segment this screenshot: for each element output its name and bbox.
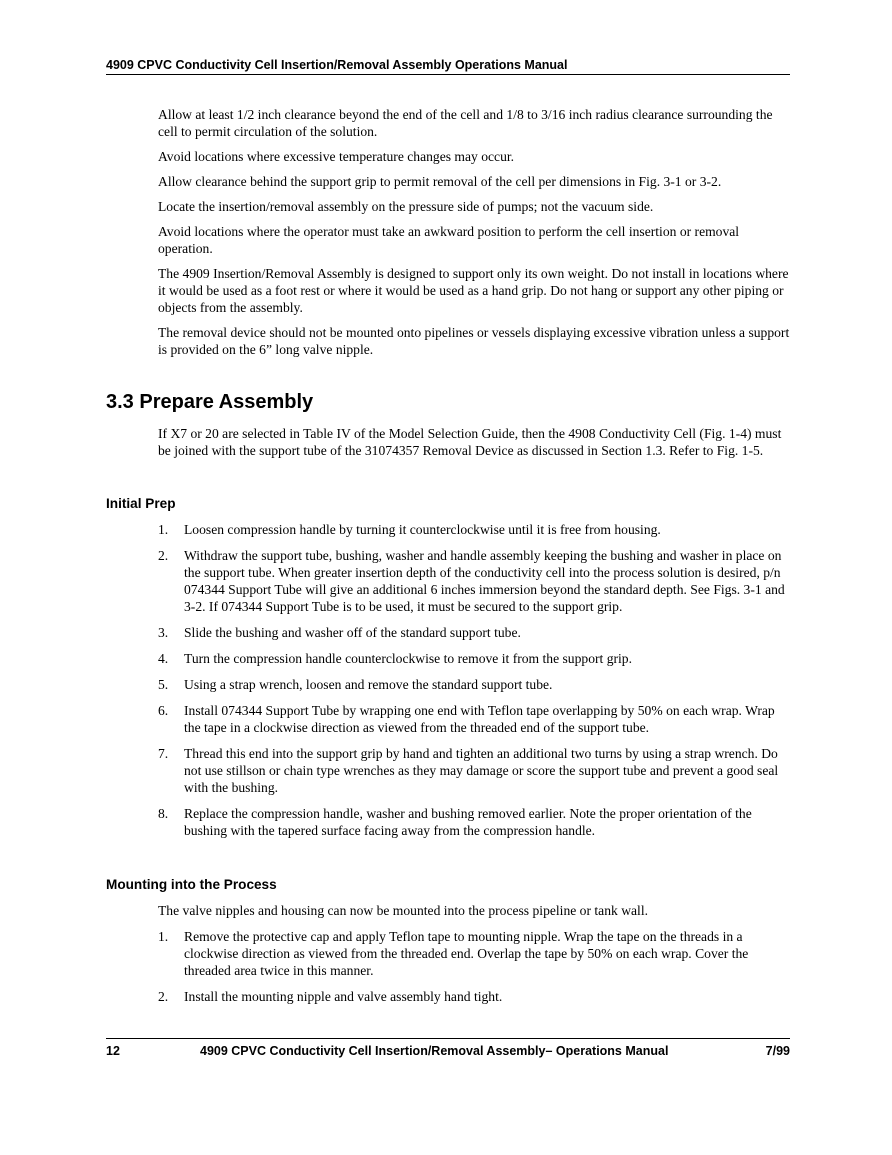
list-item: 3. Slide the bushing and washer off of the standard support tube. (158, 625, 521, 640)
list-item: 5. Using a strap wrench, loosen and remove the standard support tube. (158, 677, 553, 692)
paragraph: The valve nipples and housing can now be mounted into the process pipeline or tank wall. (158, 903, 649, 918)
list-item: 1. Remove the protective cap and apply Teflon tape to mounting nipple. Wrap the tape on the threads in a clockwise direction as viewed from the threaded end. Overlap the tape by 50% on each wrap. Cover the threaded area twice in this manner. (158, 929, 749, 978)
list-item: 8. Replace the compression handle, washer and bushing removed earlier. Note the proper orientation of the bushing with the tapered surface facing away from the compression handle. (158, 806, 752, 838)
page-number: 12 (106, 1044, 120, 1058)
page-footer (106, 1038, 790, 1058)
footer-title: 4909 CPVC Conductivity Cell Insertion/Removal Assembly– Operations Manual (200, 1044, 669, 1058)
initial-prep-heading: Initial Prep (106, 496, 176, 511)
paragraph: Locate the insertion/removal assembly on the pressure side of pumps; not the vacuum side. (158, 199, 654, 214)
paragraph: Allow clearance behind the support grip to permit removal of the cell per dimensions in Fig. 3-1 or 3-2. (158, 174, 722, 189)
intro-paragraphs (158, 106, 790, 366)
footer-date: 7/99 (765, 1044, 790, 1058)
initial-prep-steps (158, 521, 790, 848)
paragraph: Allow at least 1/2 inch clearance beyond the end of the cell and 1/8 to 3/16 inch radius clearance surrounding the cell to permit circulation of the solution. (158, 107, 773, 139)
mounting-heading: Mounting into the Process (106, 877, 277, 892)
running-header: 4909 CPVC Conductivity Cell Insertion/Removal Assembly Operations Manual (106, 58, 790, 75)
paragraph: Avoid locations where the operator must take an awkward position to perform the cell insertion or removal operation. (158, 224, 740, 256)
section-intro (158, 425, 790, 467)
paragraph: Avoid locations where excessive temperature changes may occur. (158, 149, 515, 164)
paragraph: The removal device should not be mounted onto pipelines or vessels displaying excessive vibration unless a support is provided on the 6” long valve nipple. (158, 325, 790, 357)
paragraph: The 4909 Insertion/Removal Assembly is designed to support only its own weight. Do not install in locations where it would be used as a foot rest or where it would be used as a hand grip. Do not hang or support any other piping or objects from the assembly. (158, 266, 789, 315)
list-item: 4. Turn the compression handle counterclockwise to remove it from the support grip. (158, 651, 632, 666)
paragraph: If X7 or 20 are selected in Table IV of the Model Selection Guide, then the 4908 Conductivity Cell (Fig. 1-4) must be joined with the support tube of the 31074357 Removal Device as discussed in Section 1.3. Refer to Fig. 1-5. (158, 426, 782, 458)
mounting-intro (158, 902, 790, 927)
list-item: 6. Install 074344 Support Tube by wrapping one end with Teflon tape overlapping by 50% on each wrap. Wrap the tape in a clockwise direction as viewed from the threaded end of the support tube. (158, 703, 775, 735)
list-item: 2. Install the mounting nipple and valve assembly hand tight. (158, 989, 503, 1004)
mounting-steps (158, 928, 790, 1014)
list-item: 1. Loosen compression handle by turning it counterclockwise until it is free from housing. (158, 522, 661, 537)
list-item: 2. Withdraw the support tube, bushing, washer and handle assembly keeping the bushing and washer in place on the support tube. When greater insertion depth of the conductivity cell into the process solution is desired, p/n 074344 Support Tube will give an additional 6 inches immersion beyond the standard depth. See Figs. 3-1 and 3-2. If 074344 Support Tube is to be used, it must be secured to the support grip. (158, 548, 785, 614)
section-heading: 3.3 Prepare Assembly (106, 391, 314, 413)
list-item: 7. Thread this end into the support grip by hand and tighten an additional two turns by using a strap wrench. Do not use stillson or chain type wrenches as they may damage or score the support tube and prevent a good seal with the bushing. (158, 746, 779, 795)
